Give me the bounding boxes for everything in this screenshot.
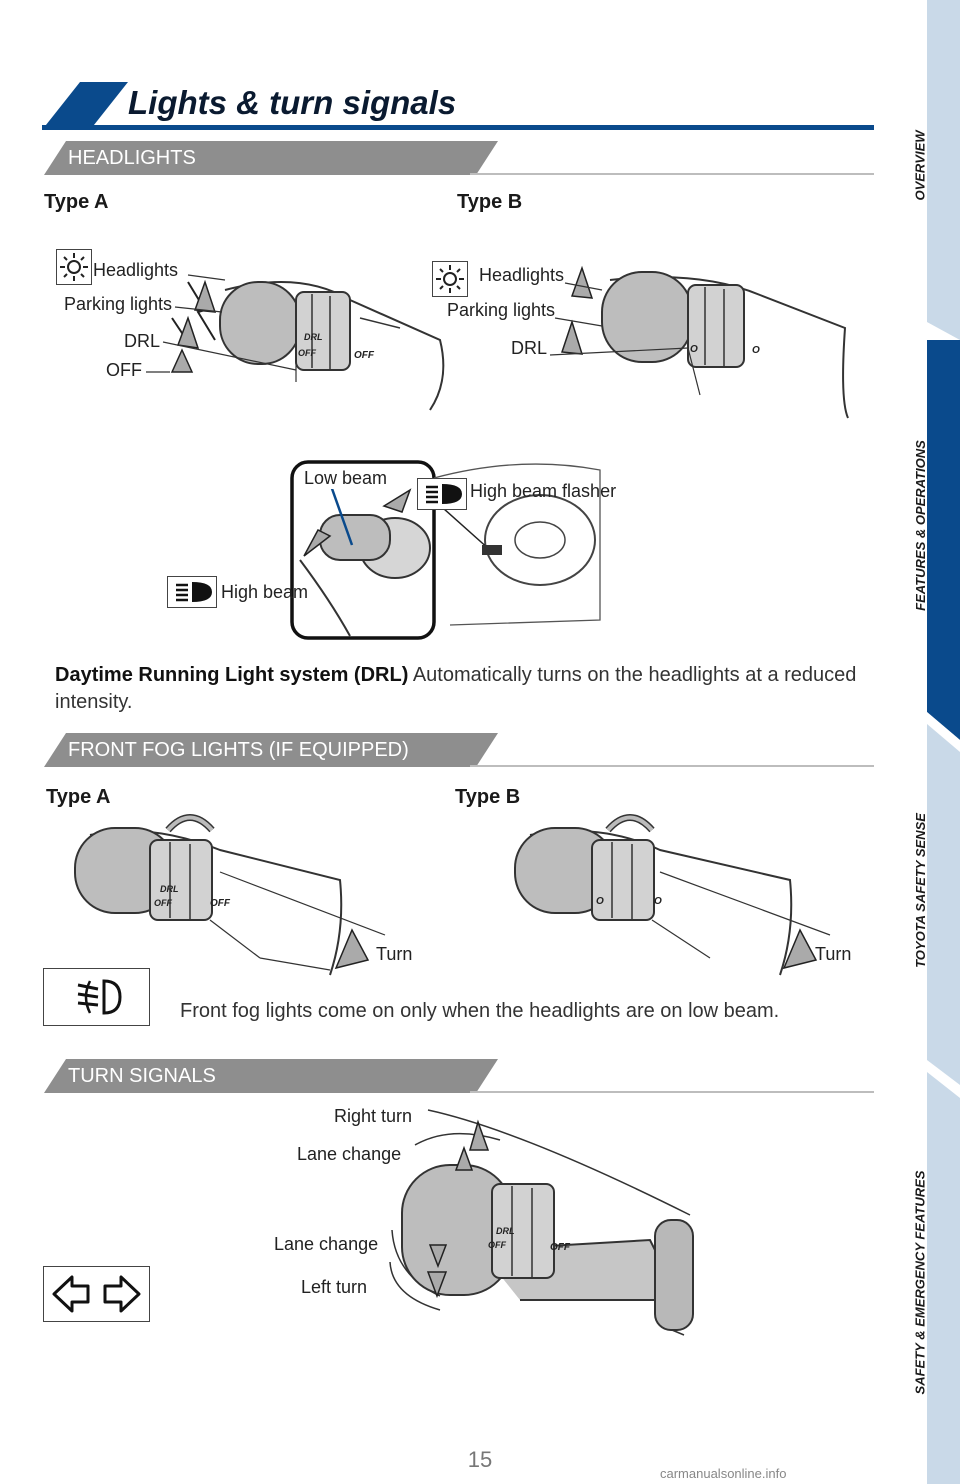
callout-high-beam: High beam [221,582,309,602]
callout-turn-b: Turn [815,944,852,964]
sidebar-tab-label: OVERVIEW [912,129,928,201]
switch-mark-o: O [752,345,760,356]
callout-parking-lights-b: Parking lights [447,300,556,320]
turn-signal-arrows-icon [43,1266,150,1322]
watermark: carmanualsonline.info [660,1466,787,1481]
callout-off-a: OFF [106,360,142,380]
callout-low-beam: Low beam [304,468,388,488]
fog-note: Front fog lights come on only when the headlights are on low beam. [180,1000,780,1022]
type-a-label: Type A [44,191,109,213]
callout-headlights-a: Headlights [93,260,179,280]
switch-mark-fog-off: OFF [354,350,374,361]
sidebar-tab-label: TOYOTA SAFETY SENSE [912,812,928,968]
type-b-label: Type B [457,191,523,213]
section-title-turn: TURN SIGNALS [68,1065,216,1087]
callout-right-turn: Right turn [334,1106,413,1126]
callout-lane-change-up: Lane change [297,1144,402,1164]
switch-mark-fog-off: OFF [210,898,230,909]
switch-mark-o: O [596,896,604,907]
callout-drl-b: DRL [511,338,548,358]
switch-mark-off: OFF [298,348,316,358]
switch-mark-off: OFF [488,1240,506,1250]
callout-turn-a: Turn [376,944,413,964]
sidebar-tab-label: SAFETY & EMERGENCY FEATURES [912,1170,928,1395]
callout-drl-a: DRL [124,331,161,351]
switch-mark-o: O [654,896,662,907]
switch-mark-o: O [690,344,698,355]
page-number: 15 [467,1447,493,1472]
page-title: Lights & turn signals [128,84,457,121]
switch-mark-drl: DRL [160,884,179,894]
switch-mark-drl: DRL [304,332,323,342]
callout-lane-change-down: Lane change [274,1234,379,1254]
callout-high-beam-flasher: High beam flasher [470,481,617,501]
switch-mark-drl: DRL [496,1226,515,1236]
drl-note-text: Automatically turns on the headlights at a reduced intensity. [55,664,857,713]
callout-headlights-b: Headlights [479,265,565,285]
section-title-headlights: HEADLIGHTS [68,147,196,169]
switch-mark-off: OFF [154,898,172,908]
fog-type-a-label: Type A [46,786,111,808]
callout-left-turn: Left turn [301,1277,368,1297]
drl-note-bold: Daytime Running Light system (DRL) [55,664,409,686]
switch-mark-fog-off: OFF [550,1242,570,1253]
sidebar-tab-label: FEATURES & OPERATIONS [912,439,928,611]
fog-type-b-label: Type B [455,786,521,808]
callout-parking-lights-a: Parking lights [64,294,173,314]
section-title-fog: FRONT FOG LIGHTS (IF EQUIPPED) [68,739,409,761]
